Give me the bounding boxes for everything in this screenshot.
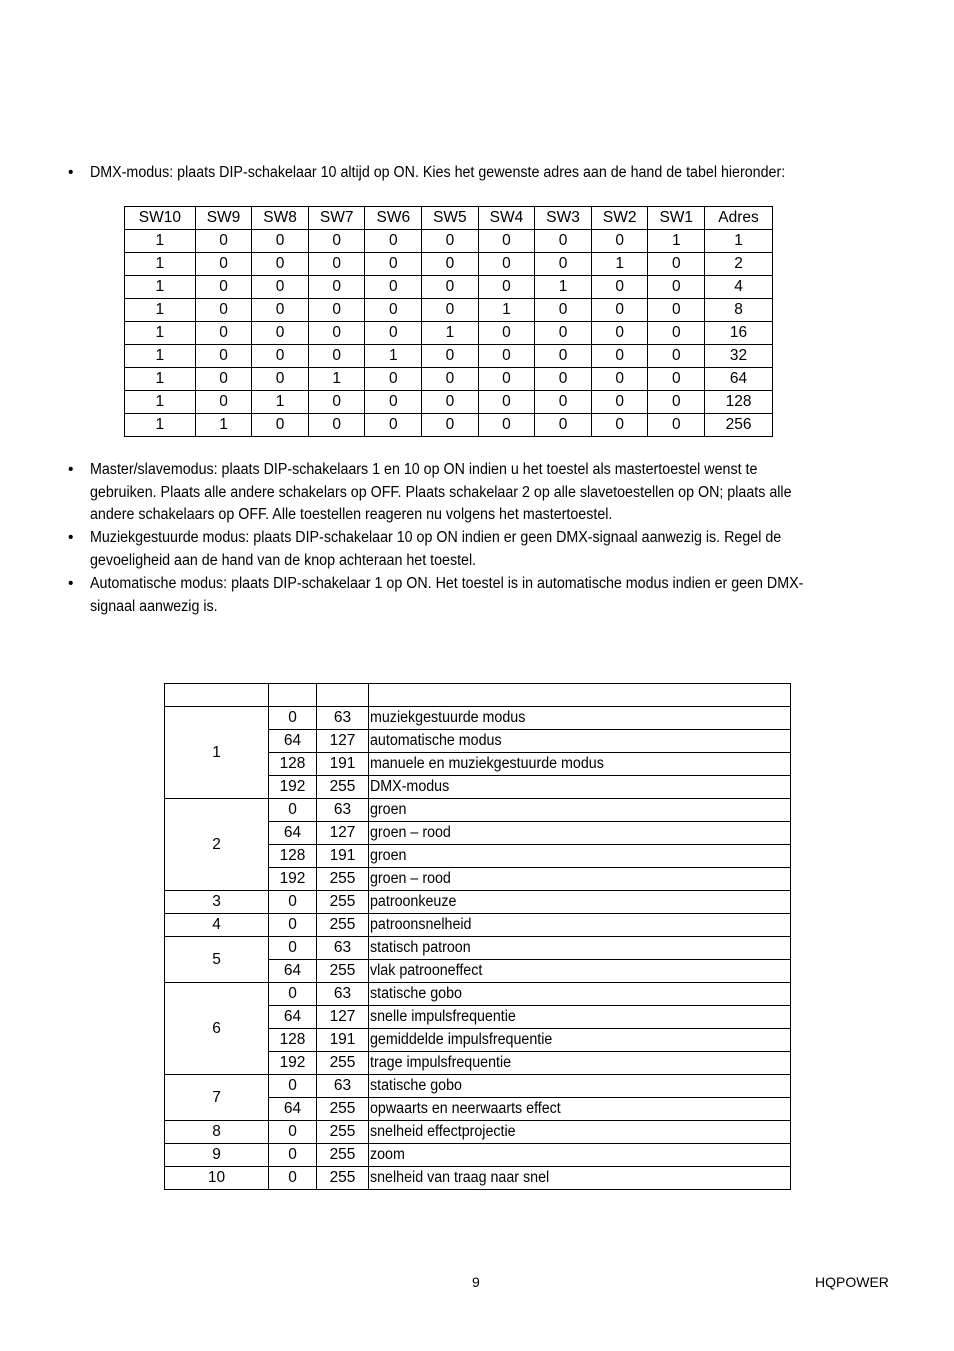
range-from-cell: 0 bbox=[269, 1144, 317, 1167]
function-cell bbox=[369, 1144, 791, 1167]
range-to-cell: 63 bbox=[317, 937, 369, 960]
range-from-cell: 0 bbox=[269, 1121, 317, 1144]
range-from-cell: 0 bbox=[269, 1167, 317, 1190]
dip-cell: 0 bbox=[535, 230, 592, 253]
dip-cell: 0 bbox=[195, 368, 252, 391]
bullet-line bbox=[90, 550, 884, 573]
dip-cell: 0 bbox=[648, 368, 705, 391]
range-from-cell: 64 bbox=[269, 822, 317, 845]
dip-cell: 0 bbox=[308, 253, 365, 276]
dip-header-cell: SW4 bbox=[478, 207, 535, 230]
dip-cell: 0 bbox=[648, 345, 705, 368]
function-text: statische gobo bbox=[370, 985, 462, 1002]
range-to-cell: 255 bbox=[317, 891, 369, 914]
function-cell bbox=[369, 1098, 791, 1121]
range-to-cell: 191 bbox=[317, 1029, 369, 1052]
dip-cell: 1 bbox=[195, 414, 252, 437]
dip-cell: 0 bbox=[535, 414, 592, 437]
dip-cell: 0 bbox=[252, 368, 309, 391]
header-cell bbox=[317, 684, 369, 707]
function-cell bbox=[369, 1121, 791, 1144]
range-from-cell: 0 bbox=[269, 914, 317, 937]
dip-cell: 0 bbox=[535, 253, 592, 276]
range-from-cell: 64 bbox=[269, 1006, 317, 1029]
dip-cell: 0 bbox=[195, 299, 252, 322]
bullet-dot: • bbox=[68, 575, 74, 592]
dmx-row bbox=[165, 799, 791, 822]
bullet-line-text: gebruiken. Plaats alle andere schakelars op OFF. Plaats schakelaar 2 op alle slavetoestellen op ON; plaats alle bbox=[90, 483, 792, 501]
brand-label: HQPOWER bbox=[815, 1274, 889, 1290]
dip-cell: 0 bbox=[195, 345, 252, 368]
dip-cell: 1 bbox=[535, 276, 592, 299]
bullet-line bbox=[90, 527, 884, 550]
dip-cell: 1 bbox=[365, 345, 422, 368]
dip-cell: 0 bbox=[422, 253, 479, 276]
function-text: gemiddelde impulsfrequentie bbox=[370, 1031, 553, 1048]
dip-cell: 0 bbox=[591, 230, 648, 253]
dip-cell: 0 bbox=[365, 368, 422, 391]
dip-cell: 0 bbox=[308, 345, 365, 368]
dmx-row bbox=[165, 1121, 791, 1144]
bullet-line-text: Automatische modus: plaats DIP-schakelaar 1 op ON. Het toestel is in automatische modus indien er geen DMX- bbox=[90, 575, 804, 592]
channel-cell: 8 bbox=[165, 1121, 269, 1144]
range-to-cell: 191 bbox=[317, 845, 369, 868]
function-cell bbox=[369, 1052, 791, 1075]
dip-cell: 0 bbox=[252, 322, 309, 345]
dip-cell: 0 bbox=[308, 391, 365, 414]
dip-cell: 0 bbox=[365, 299, 422, 322]
range-to-cell: 255 bbox=[317, 1167, 369, 1190]
channel-cell: 2 bbox=[165, 799, 269, 891]
dip-cell: 0 bbox=[195, 253, 252, 276]
range-to-cell: 255 bbox=[317, 868, 369, 891]
range-to-cell: 255 bbox=[317, 776, 369, 799]
dip-cell: 0 bbox=[308, 414, 365, 437]
dip-cell: 2 bbox=[705, 253, 773, 276]
dip-row bbox=[125, 299, 773, 322]
function-text: groen bbox=[370, 801, 407, 818]
range-to-cell: 63 bbox=[317, 983, 369, 1006]
dip-cell: 0 bbox=[252, 345, 309, 368]
range-from-cell: 0 bbox=[269, 891, 317, 914]
dip-cell: 0 bbox=[648, 391, 705, 414]
function-cell bbox=[369, 845, 791, 868]
channel-cell: 7 bbox=[165, 1075, 269, 1121]
dip-cell: 0 bbox=[365, 391, 422, 414]
dip-cell: 0 bbox=[195, 276, 252, 299]
mode-bullet bbox=[68, 459, 884, 527]
dip-cell: 0 bbox=[308, 322, 365, 345]
dip-cell: 0 bbox=[422, 230, 479, 253]
dip-cell: 0 bbox=[252, 253, 309, 276]
dip-cell: 0 bbox=[422, 276, 479, 299]
function-cell bbox=[369, 914, 791, 937]
dip-cell: 0 bbox=[648, 253, 705, 276]
range-from-cell: 192 bbox=[269, 868, 317, 891]
dip-row bbox=[125, 345, 773, 368]
channel-cell: 5 bbox=[165, 937, 269, 983]
channel-cell: 1 bbox=[165, 707, 269, 799]
dip-cell: 0 bbox=[195, 391, 252, 414]
range-from-cell: 0 bbox=[269, 707, 317, 730]
function-cell bbox=[369, 1167, 791, 1190]
function-text: DMX-modus bbox=[370, 778, 450, 795]
dip-cell: 0 bbox=[535, 368, 592, 391]
dip-cell: 0 bbox=[591, 299, 648, 322]
dip-cell: 0 bbox=[422, 368, 479, 391]
function-cell bbox=[369, 983, 791, 1006]
dip-cell: 1 bbox=[125, 253, 196, 276]
function-cell bbox=[369, 1029, 791, 1052]
bullet-line bbox=[90, 573, 884, 596]
dip-cell: 0 bbox=[535, 345, 592, 368]
dip-row bbox=[125, 253, 773, 276]
dip-cell: 1 bbox=[125, 322, 196, 345]
dip-cell: 0 bbox=[648, 322, 705, 345]
function-text: statisch patroon bbox=[370, 939, 471, 956]
function-cell bbox=[369, 799, 791, 822]
function-text: opwaarts en neerwaarts effect bbox=[370, 1100, 561, 1117]
dip-cell: 1 bbox=[705, 230, 773, 253]
function-cell bbox=[369, 753, 791, 776]
range-to-cell: 63 bbox=[317, 1075, 369, 1098]
dip-header-cell: SW10 bbox=[125, 207, 196, 230]
range-from-cell: 64 bbox=[269, 1098, 317, 1121]
dip-cell: 1 bbox=[308, 368, 365, 391]
mode-bullet bbox=[68, 573, 884, 618]
function-cell bbox=[369, 1075, 791, 1098]
range-from-cell: 64 bbox=[269, 730, 317, 753]
function-cell bbox=[369, 707, 791, 730]
dip-row bbox=[125, 230, 773, 253]
dip-cell: 0 bbox=[365, 414, 422, 437]
dip-header-cell: SW7 bbox=[308, 207, 365, 230]
range-from-cell: 64 bbox=[269, 960, 317, 983]
range-to-cell: 255 bbox=[317, 1052, 369, 1075]
range-to-cell: 127 bbox=[317, 730, 369, 753]
range-to-cell: 255 bbox=[317, 960, 369, 983]
function-cell bbox=[369, 822, 791, 845]
range-to-cell: 127 bbox=[317, 822, 369, 845]
bullet-line-text: Master/slavemodus: plaats DIP-schakelaars 1 en 10 op ON indien u het toestel als mastertoestel wenst te bbox=[90, 461, 758, 478]
dip-cell: 4 bbox=[705, 276, 773, 299]
range-to-cell: 255 bbox=[317, 1121, 369, 1144]
dip-cell: 0 bbox=[308, 230, 365, 253]
dip-cell: 0 bbox=[591, 414, 648, 437]
dip-cell: 0 bbox=[252, 230, 309, 253]
dip-cell: 0 bbox=[535, 391, 592, 414]
intro-text: DMX-modus: plaats DIP-schakelaar 10 altijd op ON. Kies het gewenste adres aan de hand de tabel hieronder: bbox=[90, 164, 786, 181]
function-text: statische gobo bbox=[370, 1077, 462, 1094]
function-cell bbox=[369, 730, 791, 753]
dip-header-cell: SW1 bbox=[648, 207, 705, 230]
dmx-row bbox=[165, 707, 791, 730]
mode-bullet bbox=[68, 527, 884, 572]
header-cell bbox=[369, 684, 791, 707]
function-text: trage impulsfrequentie bbox=[370, 1054, 512, 1071]
range-to-cell: 127 bbox=[317, 1006, 369, 1029]
channel-cell: 6 bbox=[165, 983, 269, 1075]
dip-cell: 0 bbox=[591, 345, 648, 368]
dip-cell: 0 bbox=[195, 322, 252, 345]
range-from-cell: 128 bbox=[269, 1029, 317, 1052]
dip-cell: 0 bbox=[591, 322, 648, 345]
dmx-row bbox=[165, 983, 791, 1006]
dip-header-cell: SW8 bbox=[252, 207, 309, 230]
function-text: patroonkeuze bbox=[370, 893, 457, 910]
function-text: groen bbox=[370, 847, 407, 864]
dip-cell: 0 bbox=[365, 276, 422, 299]
range-from-cell: 0 bbox=[269, 983, 317, 1006]
dip-cell: 0 bbox=[478, 322, 535, 345]
dmx-row bbox=[165, 1167, 791, 1190]
dip-row bbox=[125, 276, 773, 299]
function-text: automatische modus bbox=[370, 732, 502, 749]
range-from-cell: 0 bbox=[269, 799, 317, 822]
function-text: snelheid van traag naar snel bbox=[370, 1169, 550, 1186]
dip-cell: 0 bbox=[648, 299, 705, 322]
channel-cell: 4 bbox=[165, 914, 269, 937]
dip-row bbox=[125, 368, 773, 391]
dip-cell: 0 bbox=[422, 345, 479, 368]
range-to-cell: 63 bbox=[317, 707, 369, 730]
dip-cell: 0 bbox=[422, 299, 479, 322]
range-to-cell: 255 bbox=[317, 914, 369, 937]
dmx-header-row bbox=[165, 684, 791, 707]
range-from-cell: 128 bbox=[269, 753, 317, 776]
dip-header-cell: Adres bbox=[705, 207, 773, 230]
bullet-line-text: signaal aanwezig is. bbox=[90, 597, 218, 615]
dip-cell: 0 bbox=[252, 414, 309, 437]
dip-cell: 0 bbox=[365, 230, 422, 253]
dip-cell: 1 bbox=[478, 299, 535, 322]
dip-cell: 0 bbox=[252, 299, 309, 322]
dmx-row bbox=[165, 1144, 791, 1167]
bullet-line bbox=[90, 482, 884, 505]
dip-cell: 0 bbox=[478, 391, 535, 414]
bullet-line-text: Muziekgestuurde modus: plaats DIP-schakelaar 10 op ON indien er geen DMX-signaal aanwezig is. Regel de bbox=[90, 529, 782, 546]
dip-row bbox=[125, 414, 773, 437]
dip-cell: 128 bbox=[705, 391, 773, 414]
page-number: 9 bbox=[472, 1274, 480, 1290]
dip-cell: 1 bbox=[591, 253, 648, 276]
dip-cell: 1 bbox=[125, 414, 196, 437]
function-text: muziekgestuurde modus bbox=[370, 709, 526, 726]
function-cell bbox=[369, 891, 791, 914]
dip-cell: 0 bbox=[478, 368, 535, 391]
bullet-line-text: gevoeligheid aan de hand van de knop achteraan het toestel. bbox=[90, 551, 477, 569]
channel-cell: 3 bbox=[165, 891, 269, 914]
dip-cell: 0 bbox=[478, 230, 535, 253]
dip-row bbox=[125, 322, 773, 345]
range-from-cell: 128 bbox=[269, 845, 317, 868]
dip-cell: 0 bbox=[478, 253, 535, 276]
dip-cell: 0 bbox=[478, 414, 535, 437]
function-text: snelheid effectprojectie bbox=[370, 1123, 516, 1140]
dip-header-cell: SW6 bbox=[365, 207, 422, 230]
header-cell bbox=[165, 684, 269, 707]
dip-cell: 0 bbox=[195, 230, 252, 253]
function-text: zoom bbox=[370, 1146, 405, 1163]
bullet-dot: • bbox=[68, 529, 74, 546]
bullet-line bbox=[90, 596, 884, 619]
dip-cell: 1 bbox=[422, 322, 479, 345]
dip-header-cell: SW9 bbox=[195, 207, 252, 230]
dip-cell: 1 bbox=[125, 345, 196, 368]
function-text: manuele en muziekgestuurde modus bbox=[370, 755, 604, 772]
dip-cell: 0 bbox=[422, 414, 479, 437]
range-to-cell: 255 bbox=[317, 1098, 369, 1121]
dip-cell: 1 bbox=[125, 391, 196, 414]
header-cell bbox=[269, 684, 317, 707]
dmx-channel-table bbox=[164, 683, 791, 1190]
dip-cell: 0 bbox=[535, 299, 592, 322]
dmx-row bbox=[165, 914, 791, 937]
dip-cell: 1 bbox=[252, 391, 309, 414]
dip-cell: 0 bbox=[308, 299, 365, 322]
range-from-cell: 192 bbox=[269, 1052, 317, 1075]
dip-switch-table bbox=[124, 206, 773, 437]
range-from-cell: 192 bbox=[269, 776, 317, 799]
dip-cell: 0 bbox=[591, 368, 648, 391]
bullet-dot: • bbox=[68, 164, 74, 181]
dip-cell: 0 bbox=[365, 322, 422, 345]
bullet-line bbox=[90, 459, 884, 482]
dip-cell: 0 bbox=[591, 391, 648, 414]
channel-cell: 10 bbox=[165, 1167, 269, 1190]
function-cell bbox=[369, 1006, 791, 1029]
dip-cell: 0 bbox=[308, 276, 365, 299]
range-to-cell: 255 bbox=[317, 1144, 369, 1167]
dip-cell: 1 bbox=[125, 368, 196, 391]
dip-cell: 0 bbox=[422, 391, 479, 414]
range-to-cell: 63 bbox=[317, 799, 369, 822]
dip-cell: 0 bbox=[478, 276, 535, 299]
dip-cell: 64 bbox=[705, 368, 773, 391]
function-cell bbox=[369, 960, 791, 983]
bullet-line-text: andere schakelaars op OFF. Alle toestellen reageren nu volgens het mastertoestel. bbox=[90, 506, 613, 523]
intro-bullet bbox=[68, 162, 884, 185]
dmx-row bbox=[165, 937, 791, 960]
dip-cell: 1 bbox=[125, 276, 196, 299]
function-text: vlak patrooneffect bbox=[370, 962, 483, 979]
bullet-dot: • bbox=[68, 461, 74, 478]
function-cell bbox=[369, 776, 791, 799]
function-cell bbox=[369, 868, 791, 891]
dip-cell: 0 bbox=[648, 276, 705, 299]
dip-cell: 0 bbox=[252, 276, 309, 299]
dmx-row bbox=[165, 1075, 791, 1098]
dip-cell: 0 bbox=[591, 276, 648, 299]
dip-header-row bbox=[125, 207, 773, 230]
range-to-cell: 191 bbox=[317, 753, 369, 776]
bullet-line bbox=[90, 504, 884, 527]
dip-cell: 16 bbox=[705, 322, 773, 345]
function-text: groen – rood bbox=[370, 870, 451, 887]
dip-cell: 32 bbox=[705, 345, 773, 368]
dip-header-cell: SW3 bbox=[535, 207, 592, 230]
function-cell bbox=[369, 937, 791, 960]
dip-cell: 0 bbox=[535, 322, 592, 345]
dip-cell: 0 bbox=[365, 253, 422, 276]
dip-cell: 1 bbox=[648, 230, 705, 253]
dip-row bbox=[125, 391, 773, 414]
function-text: patroonsnelheid bbox=[370, 916, 472, 933]
dip-cell: 0 bbox=[478, 345, 535, 368]
dip-cell: 1 bbox=[125, 299, 196, 322]
function-text: snelle impulsfrequentie bbox=[370, 1008, 516, 1025]
dip-cell: 0 bbox=[648, 414, 705, 437]
dip-cell: 8 bbox=[705, 299, 773, 322]
function-text: groen – rood bbox=[370, 824, 451, 841]
dmx-row bbox=[165, 891, 791, 914]
dip-header-cell: SW5 bbox=[422, 207, 479, 230]
dip-cell: 1 bbox=[125, 230, 196, 253]
dip-header-cell: SW2 bbox=[591, 207, 648, 230]
range-from-cell: 0 bbox=[269, 937, 317, 960]
range-from-cell: 0 bbox=[269, 1075, 317, 1098]
channel-cell: 9 bbox=[165, 1144, 269, 1167]
dip-cell: 256 bbox=[705, 414, 773, 437]
